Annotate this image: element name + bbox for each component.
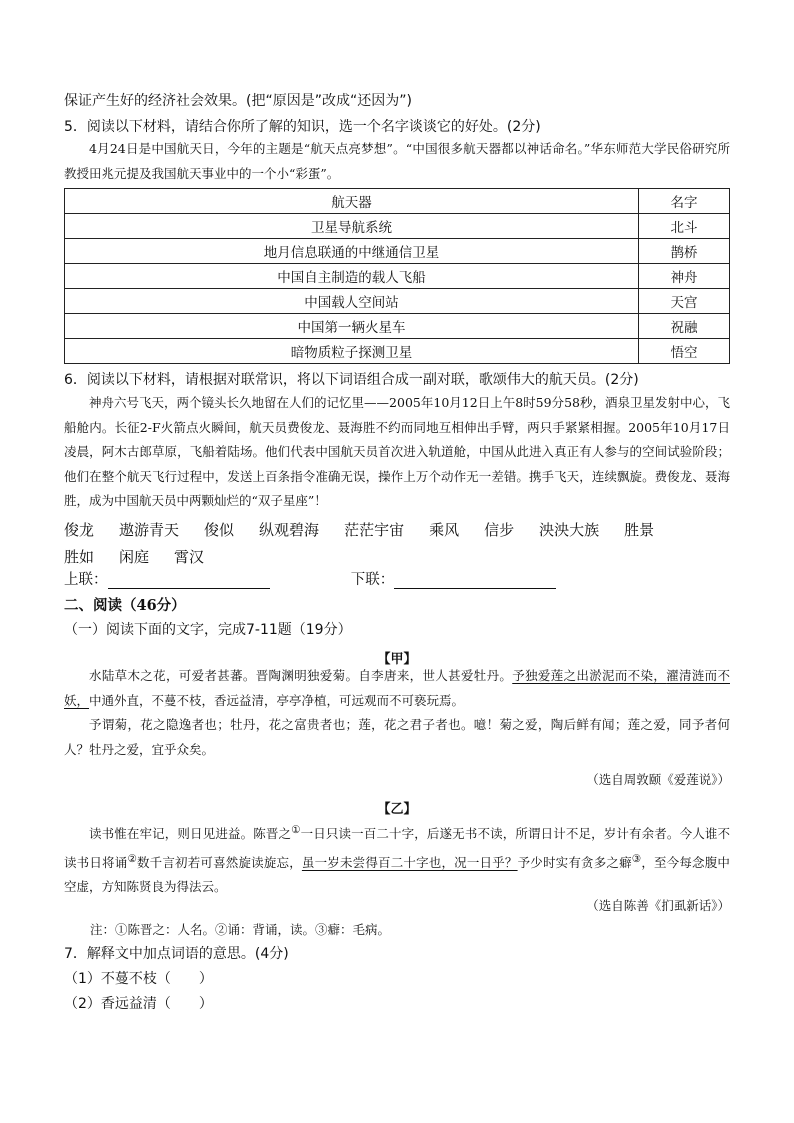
- word-item: 俊龙: [64, 521, 95, 539]
- passage-yi-heading: 【乙】: [377, 802, 417, 817]
- passage-jia: [64, 664, 730, 762]
- question-5-material: 4月24日是中国航天日，今年的主题是“航天点亮梦想”。“中国很多航天器都以神话命名。”华东师范大学民俗研究所教授田兆元提及我国航天事业中的一个小“彩蛋”。: [64, 141, 730, 181]
- passage-jia-paragraph-2: 予谓菊，花之隐逸者也；牡丹，花之富贵者也；莲，花之君子者也。噫！菊之爱，陶后鲜有闻；莲之爱，同予者何人？牡丹之爱，宜乎众矣。: [64, 717, 730, 757]
- section-2-subtitle: （一）阅读下面的文字，完成7-11题（19分）: [64, 622, 352, 638]
- couplet-word-bank: [64, 517, 730, 571]
- footnote-marker: ①: [291, 824, 301, 836]
- passage-yi: [64, 818, 730, 900]
- word-item: 茫茫宇宙: [344, 521, 405, 539]
- table-row: [65, 289, 730, 314]
- couplet-answer-line: [64, 571, 556, 589]
- question-6-material: 神舟六号飞天，两个镜头长久地留在人们的记忆里——2005年10月12日上午8时59分58秒，酒泉卫星发射中心，飞船舱内。长征2-F火箭点火瞬间，航天员费俊龙、聂海胜不约而同地互相伸出手臂，两只手紧紧相握。2005年10月17日凌晨，阿木古郎草原，飞船着陆场。他们代表中国航天员首次进入轨道舱，中国从此进入真正有人参与的空间试验阶段；他们在整个航天飞行过程中，发送上百条指令准确无误，操作上万个动作无一差错。携手飞天，连续飘旋。费俊龙、聂海胜，成为中国航天员中两颗灿烂的“双子星座”！: [64, 395, 730, 508]
- underlined-sentence: 濯清涟而不妖，: [64, 668, 730, 708]
- table-row: [65, 214, 730, 239]
- upper-couplet-label: 上联：: [64, 572, 108, 588]
- footnote-marker: ②: [127, 852, 137, 865]
- word-item: 胜景: [624, 521, 655, 539]
- passage-yi-notes: 注：①陈晋之：人名。②诵：背诵，读。③癖：毛病。: [90, 922, 391, 937]
- question-5-stem: 5．阅读以下材料，请结合你所了解的知识，选一个名字谈谈它的好处。(2分): [64, 119, 541, 135]
- underlined-sentence: 虽一岁未尝得百二十字也，况一日乎？: [301, 854, 518, 870]
- footnote-marker: ③: [631, 852, 642, 865]
- table-header-cell: 航天器: [65, 189, 639, 214]
- word-item: 俊似: [204, 521, 235, 539]
- lower-couplet-blank[interactable]: [394, 574, 556, 589]
- spacecraft-name-table: [64, 188, 730, 364]
- word-item: 闲庭: [119, 548, 150, 566]
- lower-couplet-label: 下联：: [350, 572, 395, 588]
- table-cell: 卫星导航系统: [65, 214, 639, 239]
- passage-jia-paragraph-1: 水陆草木之花，可爱者甚蕃。晋陶渊明独爱菊。自李唐来，世人甚爱牡丹。予独爱莲之出淤泥而不染，濯清涟而不妖，中通外直，不蔓不枝，香远益清，亭亭净植，可远观而不可亵玩焉。: [64, 668, 730, 708]
- table-cell: 悟空: [638, 339, 729, 364]
- table-cell: 地月信息联通的中继通信卫星: [65, 239, 639, 264]
- prev-question-tail: 保证产生好的经济社会效果。(把“原因是”改成“还因为”): [64, 93, 412, 109]
- word-item: 乘风: [429, 521, 460, 539]
- table-cell: 中国载人空间站: [65, 289, 639, 314]
- word-item: 纵观碧海: [259, 521, 320, 539]
- underlined-sentence: 予独爱莲之出淤泥而不染，: [512, 668, 667, 683]
- word-item: 信步: [484, 521, 515, 539]
- table-cell: 中国第一辆火星车: [65, 314, 639, 339]
- table-header-cell: 名字: [638, 189, 729, 214]
- table-header-row: [65, 189, 730, 214]
- table-row: [65, 339, 730, 364]
- question-6-stem: 6．阅读以下材料，请根据对联常识，将以下词语组合成一副对联，歌颂伟大的航天员。(2分): [64, 372, 639, 388]
- question-7-item-1: （1）不蔓不枝（ ）: [64, 971, 213, 987]
- question-7-item-2: （2）香远益清（ ）: [64, 996, 213, 1012]
- table-cell: 中国自主制造的载人飞船: [65, 264, 639, 289]
- section-2-title: 二、阅读（46分）: [64, 597, 186, 614]
- passage-yi-paragraph: 读书惟在牢记，则日见进益。陈晋之①一日只读一百二十字，后遂无书不读，所谓日计不足，岁计有余者。今人谁不读书日将诵②数千言初若可喜然旋读旋忘，虽一岁未尝得百二十字也，况一日乎？予少时实有贪多之癖③，至今每念腹中空虚，方知陈贤良为得法云。: [64, 824, 730, 895]
- table-row: [65, 264, 730, 289]
- passage-yi-source: （选自陈善《扪虱新话》）: [586, 898, 730, 913]
- word-item: 泱泱大族: [539, 521, 600, 539]
- table-cell: 暗物质粒子探测卫星: [65, 339, 639, 364]
- passage-jia-source: （选自周敦颐《爱莲说》）: [586, 772, 730, 787]
- table-cell: 祝融: [638, 314, 729, 339]
- table-cell: 神舟: [638, 264, 729, 289]
- table-row: [65, 239, 730, 264]
- table-cell: 天宫: [638, 289, 729, 314]
- table-cell: 北斗: [638, 214, 729, 239]
- passage-jia-heading: 【甲】: [377, 652, 417, 667]
- table-cell: 鹊桥: [638, 239, 729, 264]
- question-7-stem: 7．解释文中加点词语的意思。(4分): [64, 946, 289, 962]
- table-row: [65, 314, 730, 339]
- word-item: 胜如: [64, 548, 95, 566]
- word-item: 霄汉: [174, 548, 205, 566]
- upper-couplet-blank[interactable]: [108, 574, 270, 589]
- word-item: 遨游青天: [119, 521, 180, 539]
